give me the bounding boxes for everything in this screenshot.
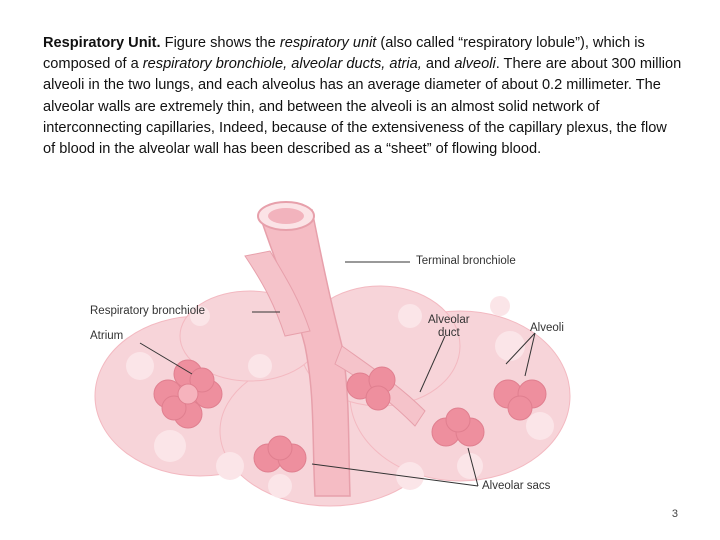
alveolar-sacs-label: Alveolar sacs xyxy=(482,480,551,492)
atrium-label: Atrium xyxy=(90,330,124,342)
respiratory-unit-figure xyxy=(80,196,600,516)
respiratory-bronchiole-label: Respiratory bronchiole xyxy=(90,305,206,317)
text-segment: and xyxy=(421,56,455,73)
terminal-bronchiole-label: Terminal bronchiole xyxy=(416,255,516,267)
alveolar-duct-label-line1: Alveolar xyxy=(428,314,470,326)
page-number: 3 xyxy=(671,508,678,520)
respiratory-unit-illustration xyxy=(80,196,600,516)
italic-term: alveoli xyxy=(454,56,496,73)
italic-term: respiratory bronchiole, alveolar ducts, atria, xyxy=(142,56,422,73)
body-paragraph xyxy=(43,33,683,160)
italic-term: respiratory unit xyxy=(279,35,377,51)
alveolar-duct-label-line2: duct xyxy=(438,327,460,339)
text-segment: Figure shows the xyxy=(160,35,280,51)
text-segment: (also called “respiratory lobule”), which is composed of a xyxy=(43,35,645,73)
alveoli-label: Alveoli xyxy=(530,322,564,334)
text-segment: . There are about 300 million alveoli in the two lungs, and each alveolus has an average diameter of about 0.2 millimeter. The alveolar walls are extremely thin, and between the alveoli is an almost solid network of interconnecting capillaries, Indeed, because of the extensiveness of the capillary plexus, the flow of blood in the alveolar wall has been described as a “sheet” of flowing blood. xyxy=(43,56,682,158)
paragraph-heading: Respiratory Unit. xyxy=(43,35,161,51)
